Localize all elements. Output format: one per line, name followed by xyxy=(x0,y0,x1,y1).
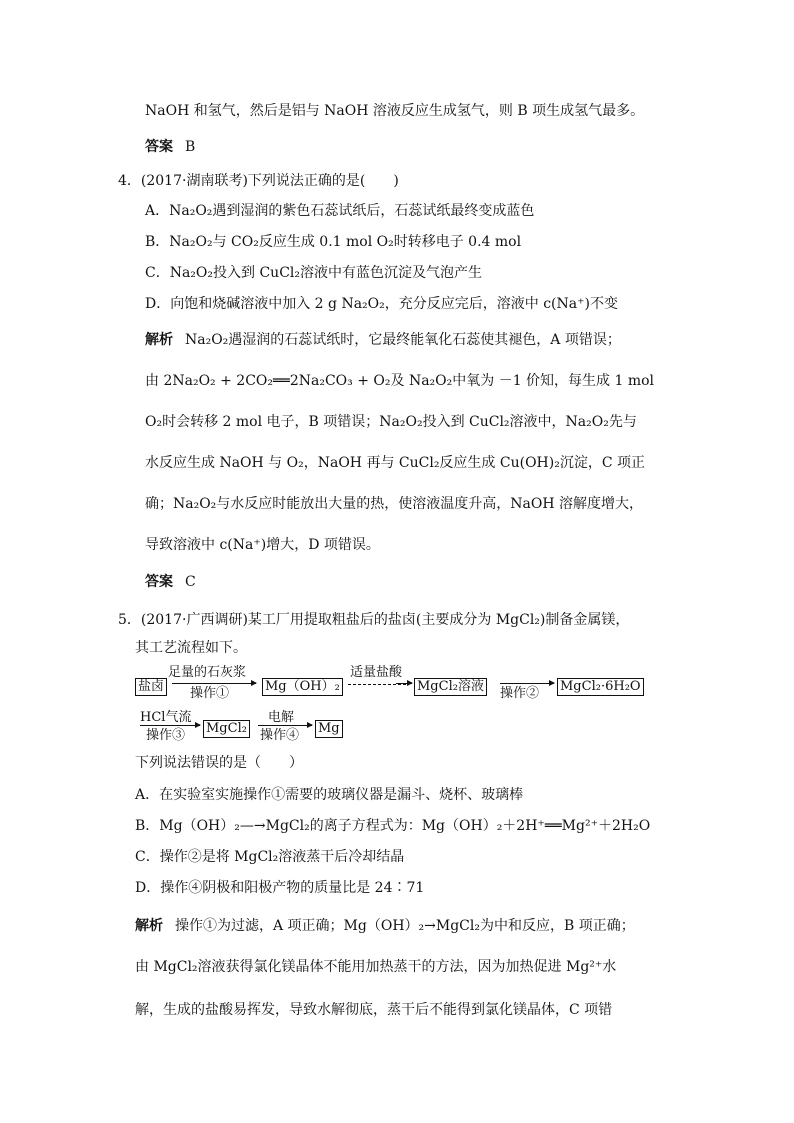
question-4-option-a: A．Na₂O₂遇到湿润的紫色石蕊试纸后，石蕊试纸最终变成蓝色 xyxy=(145,203,535,219)
answer-label: 答案 xyxy=(145,574,173,590)
explanation-label: 解析 xyxy=(135,918,163,934)
explanation-line xyxy=(145,330,621,350)
flow-arrow xyxy=(140,725,200,726)
question-4-option-c: C．Na₂O₂投入到 CuCl₂溶液中有蓝色沉淀及气泡产生 xyxy=(145,265,482,281)
flow-dashed-line xyxy=(348,684,406,686)
flow-arrow xyxy=(500,683,554,684)
question-5-option-a: A．在实验室实施操作①需要的玻璃仪器是漏斗、烧杯、玻璃棒 xyxy=(135,787,524,803)
flow-arrow xyxy=(258,725,312,726)
question-4-stem: 4．(2017·湖南联考)下列说法正确的是( ) xyxy=(118,173,399,189)
answer-line xyxy=(145,137,195,157)
explanation-label: 解析 xyxy=(145,332,173,348)
question-5-option-c: C．操作②是将 MgCl₂溶液蒸干后冷却结晶 xyxy=(135,849,405,865)
question-5-stem: 5．(2017·广西调研)某工厂用提取粗盐后的盐卤(主要成分为 MgCl₂)制备金属镁， xyxy=(118,612,630,628)
question-5-ask: 下列说法错误的是（ ） xyxy=(135,755,303,771)
flow-condition: 足量的石灰浆 xyxy=(168,665,247,680)
flow-node-mgcl2-hydrate: MgCl₂·6H₂O xyxy=(557,678,644,696)
explanation-line xyxy=(135,916,635,936)
flow-condition: 操作③ xyxy=(146,728,186,743)
explanation-line: 水反应生成 NaOH 与 O₂，NaOH 再与 CuCl₂反应生成 Cu(OH)₂沉淀，C 项正 xyxy=(145,455,645,471)
answer-value: C xyxy=(185,574,196,590)
answer-line xyxy=(145,572,196,592)
answer-label: 答案 xyxy=(145,139,173,155)
explanation-line: O₂时会转移 2 mol 电子，B 项错误；Na₂O₂投入到 CuCl₂溶液中，Na₂O₂先与 xyxy=(145,414,637,430)
explanation-line: 确；Na₂O₂与水反应时能放出大量的热，使溶液温度升高，NaOH 溶解度增大， xyxy=(145,496,644,512)
flow-node-mgcl2-solution: MgCl₂溶液 xyxy=(414,678,487,696)
explanation-line: 导致溶液中 c(Na⁺)增大，D 项错误。 xyxy=(145,537,380,553)
question-4-option-d: D．向饱和烧碱溶液中加入 2 g Na₂O₂，充分反应完后，溶液中 c(Na⁺)不变 xyxy=(145,296,618,312)
flow-node-mg: Mg xyxy=(315,720,343,738)
flow-condition: HCl气流 xyxy=(140,710,192,725)
flow-arrow xyxy=(172,683,256,684)
flow-condition: 适量盐酸 xyxy=(350,665,403,680)
flow-condition: 电解 xyxy=(268,710,295,725)
explanation-line: 由 2Na₂O₂ + 2CO₂══2Na₂CO₃ + O₂及 Na₂O₂中氧为 －1 价知，每生成 1 mol xyxy=(145,373,655,389)
question-4-option-b: B．Na₂O₂与 CO₂反应生成 0.1 mol O₂时转移电子 0.4 mol xyxy=(145,234,522,250)
question-5-option-b: B．Mg（OH）₂—→MgCl₂的离子方程式为：Mg（OH）₂＋2H⁺══Mg²⁺＋2H₂O xyxy=(135,818,651,834)
explanation-line: 解，生成的盐酸易挥发，导致水解彻底，蒸干后不能得到氯化镁晶体，C 项错 xyxy=(135,1002,613,1018)
flow-condition: 操作② xyxy=(500,686,540,701)
explanation-text: 操作①为过滤，A 项正确；Mg（OH）₂→MgCl₂为中和反应，B 项正确； xyxy=(175,918,635,934)
flow-condition: 操作④ xyxy=(260,728,300,743)
flow-node-mgcl2: MgCl₂ xyxy=(203,720,250,738)
flow-node-mgoh2: Mg（OH）₂ xyxy=(262,678,343,696)
flow-condition: 操作① xyxy=(190,686,230,701)
explanation-text: Na₂O₂遇湿润的石蕊试纸时，它最终能氧化石蕊使其褪色，A 项错误； xyxy=(185,332,621,348)
paragraph-line: NaOH 和氢气，然后是铝与 NaOH 溶液反应生成氢气，则 B 项生成氢气最多。 xyxy=(145,103,645,119)
question-5-stem-cont: 其工艺流程如下。 xyxy=(135,640,247,656)
flow-node-brine: 盐卤 xyxy=(135,678,167,696)
answer-value: B xyxy=(185,139,196,155)
flow-arrow xyxy=(396,683,412,684)
question-5-option-d: D．操作④阴极和阳极产物的质量比是 24∶71 xyxy=(135,880,425,896)
explanation-line: 由 MgCl₂溶液获得氯化镁晶体不能用加热蒸干的方法，因为加热促进 Mg²⁺水 xyxy=(135,959,617,975)
